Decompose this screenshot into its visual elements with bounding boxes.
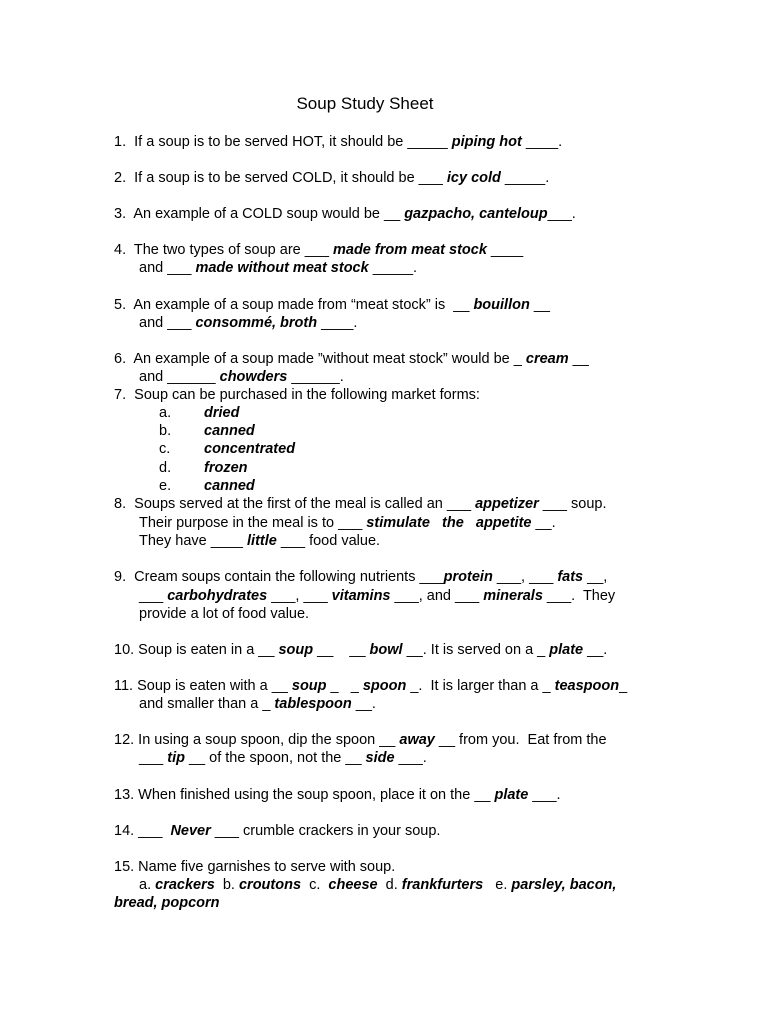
prompt-text: __ from you. Eat from the: [434, 732, 607, 748]
answer-text: carbohydrates: [167, 588, 268, 604]
answer-text: cheese: [328, 877, 378, 893]
answer-text: Never: [170, 823, 211, 839]
answer-text: vitamins: [331, 588, 391, 604]
question-3: [114, 205, 576, 223]
prompt-text: 8. Soups served at the first of the meal is called an ___: [114, 496, 476, 512]
prompt-text: d.: [159, 460, 172, 476]
question-7: [114, 386, 480, 404]
prompt-text: They have ____: [139, 533, 248, 549]
page-title: Soup Study Sheet: [296, 94, 434, 113]
prompt-text: 2. If a soup is to be served COLD, it should be ___: [114, 170, 447, 186]
list-marker: [159, 422, 171, 440]
list-marker: [159, 440, 170, 458]
answer-text: croutons: [238, 877, 302, 893]
answer-text: chowders: [219, 369, 288, 385]
prompt-text: a.: [159, 405, 172, 421]
prompt-text: __,: [583, 569, 608, 585]
question-14: [114, 822, 440, 840]
prompt-text: 9. Cream soups contain the following nutrients ___: [114, 569, 444, 585]
answer-text: canned: [204, 423, 255, 439]
prompt-text: 10. Soup is eaten in a __: [114, 642, 279, 658]
question-9-line-1: [114, 568, 607, 586]
question-1: [114, 133, 562, 151]
question-15-line-3: [114, 894, 220, 912]
answer-text: made from meat stock: [332, 242, 487, 258]
list-marker: [159, 477, 171, 495]
answer-text: bowl: [369, 642, 403, 658]
prompt-text: and ______: [139, 369, 220, 385]
answer-text: icy cold: [446, 170, 501, 186]
answer-text: spoon: [362, 678, 407, 694]
prompt-text: provide a lot of food value.: [139, 606, 310, 622]
prompt-text: _. It is larger than a _: [406, 678, 555, 694]
prompt-text: ____.: [317, 315, 358, 331]
prompt-text: _____.: [368, 260, 418, 276]
answer-text: soup: [278, 642, 314, 658]
question-5-line-2: [139, 314, 357, 332]
prompt-text: __ of the spoon, not the __: [184, 750, 366, 766]
prompt-text: ___, ___: [492, 569, 558, 585]
prompt-text: _____.: [500, 170, 550, 186]
question-8-line-3: [139, 532, 380, 550]
answer-text: soup: [291, 678, 327, 694]
answer-text: frankfurters: [401, 877, 484, 893]
answer-text: away: [399, 732, 435, 748]
question-10: [114, 641, 607, 659]
prompt-text: and smaller than a _: [139, 696, 275, 712]
prompt-text: a.: [139, 877, 156, 893]
question-4-line-2: [139, 259, 417, 277]
answer-text: canned: [204, 478, 255, 494]
prompt-text: ___ soup.: [538, 496, 607, 512]
question-12-line-1: [114, 731, 607, 749]
list-item: [204, 477, 255, 495]
prompt-text: e.: [483, 877, 512, 893]
prompt-text: 14. ___: [114, 823, 171, 839]
answer-text: side: [365, 750, 395, 766]
prompt-text: ___, ___: [267, 588, 332, 604]
prompt-text: 5. An example of a soup made from “meat stock” is __: [114, 297, 474, 313]
prompt-text: and ___: [139, 315, 196, 331]
answer-text: little: [247, 533, 277, 549]
prompt-text: ____: [486, 242, 524, 258]
answer-text: appetizer: [475, 496, 539, 512]
list-marker: [159, 459, 171, 477]
prompt-text: ___.: [528, 787, 561, 803]
answer-text: protein: [443, 569, 493, 585]
answer-text: plate: [549, 642, 584, 658]
prompt-text: c.: [301, 877, 329, 893]
question-13: [114, 786, 561, 804]
answer-text: made without meat stock: [195, 260, 369, 276]
answer-text: tablespoon: [274, 696, 352, 712]
prompt-text: b.: [159, 423, 172, 439]
prompt-text: __.: [351, 696, 376, 712]
question-2: [114, 169, 549, 187]
answer-text: piping hot: [451, 134, 522, 150]
prompt-text: ___ crumble crackers in your soup.: [210, 823, 441, 839]
prompt-text: Their purpose in the meal is to ___: [139, 515, 367, 531]
prompt-text: ___.: [394, 750, 427, 766]
prompt-text: 1. If a soup is to be served HOT, it should be _____: [114, 134, 452, 150]
question-8-line-1: [114, 495, 607, 513]
answer-text: frozen: [204, 460, 248, 476]
list-item: [204, 440, 295, 458]
prompt-text: 15. Name five garnishes to serve with soup.: [114, 859, 396, 875]
answer-text: teaspoon: [554, 678, 620, 694]
list-item: [204, 459, 248, 477]
question-4-line-1: [114, 241, 523, 259]
answer-text: parsley, bacon,: [511, 877, 617, 893]
question-11-line-2: [139, 695, 376, 713]
answer-text: consommé, broth: [195, 315, 318, 331]
prompt-text: ___: [139, 588, 168, 604]
prompt-text: e.: [159, 478, 172, 494]
prompt-text: ___. They: [542, 588, 616, 604]
list-marker: [159, 404, 171, 422]
answer-text: minerals: [483, 588, 543, 604]
question-6-line-2: [139, 368, 344, 386]
question-9-line-2: [139, 587, 615, 605]
question-15-line-1: [114, 858, 395, 876]
prompt-text: __.: [583, 642, 608, 658]
prompt-text: _ _: [326, 678, 363, 694]
prompt-text: 6. An example of a soup made ”without meat stock” would be _: [114, 351, 526, 367]
prompt-text: ___: [139, 750, 168, 766]
answer-text: gazpacho, canteloup: [404, 206, 548, 222]
list-item: [204, 404, 239, 422]
question-8-line-2: [139, 514, 556, 532]
prompt-text: ___ food value.: [276, 533, 381, 549]
prompt-text: __ __: [313, 642, 370, 658]
prompt-text: 3. An example of a COLD soup would be __: [114, 206, 405, 222]
prompt-text: __. It is served on a _: [402, 642, 550, 658]
prompt-text: __.: [531, 515, 556, 531]
question-11-line-1: [114, 677, 627, 695]
question-15-line-2: [139, 876, 616, 894]
prompt-text: ___.: [547, 206, 576, 222]
prompt-text: 11. Soup is eaten with a __: [114, 678, 292, 694]
prompt-text: d.: [377, 877, 402, 893]
answer-text: concentrated: [204, 441, 296, 457]
answer-text: bouillon: [473, 297, 530, 313]
answer-text: crackers: [155, 877, 215, 893]
prompt-text: 7. Soup can be purchased in the following market forms:: [114, 387, 480, 403]
prompt-text: b.: [214, 877, 239, 893]
answer-text: tip: [167, 750, 185, 766]
answer-text: fats: [557, 569, 584, 585]
question-6-line-1: [114, 350, 589, 368]
prompt-text: and ___: [139, 260, 196, 276]
answer-text: stimulate the appetite: [366, 515, 532, 531]
list-item: [204, 422, 255, 440]
answer-text: plate: [494, 787, 529, 803]
question-9-line-3: [139, 605, 309, 623]
answer-text: bread, popcorn: [114, 895, 220, 911]
prompt-text: __: [568, 351, 589, 367]
prompt-text: 13. When finished using the soup spoon, place it on the __: [114, 787, 495, 803]
prompt-text: ___, and ___: [390, 588, 484, 604]
prompt-text: ____.: [521, 134, 563, 150]
answer-text: cream: [525, 351, 569, 367]
prompt-text: c.: [159, 441, 171, 457]
prompt-text: 4. The two types of soup are ___: [114, 242, 333, 258]
prompt-text: __: [529, 297, 550, 313]
prompt-text: _: [619, 678, 628, 694]
question-12-line-2: [139, 749, 427, 767]
answer-text: dried: [204, 405, 240, 421]
prompt-text: 12. In using a soup spoon, dip the spoon __: [114, 732, 400, 748]
question-5-line-1: [114, 296, 550, 314]
prompt-text: ______.: [287, 369, 344, 385]
